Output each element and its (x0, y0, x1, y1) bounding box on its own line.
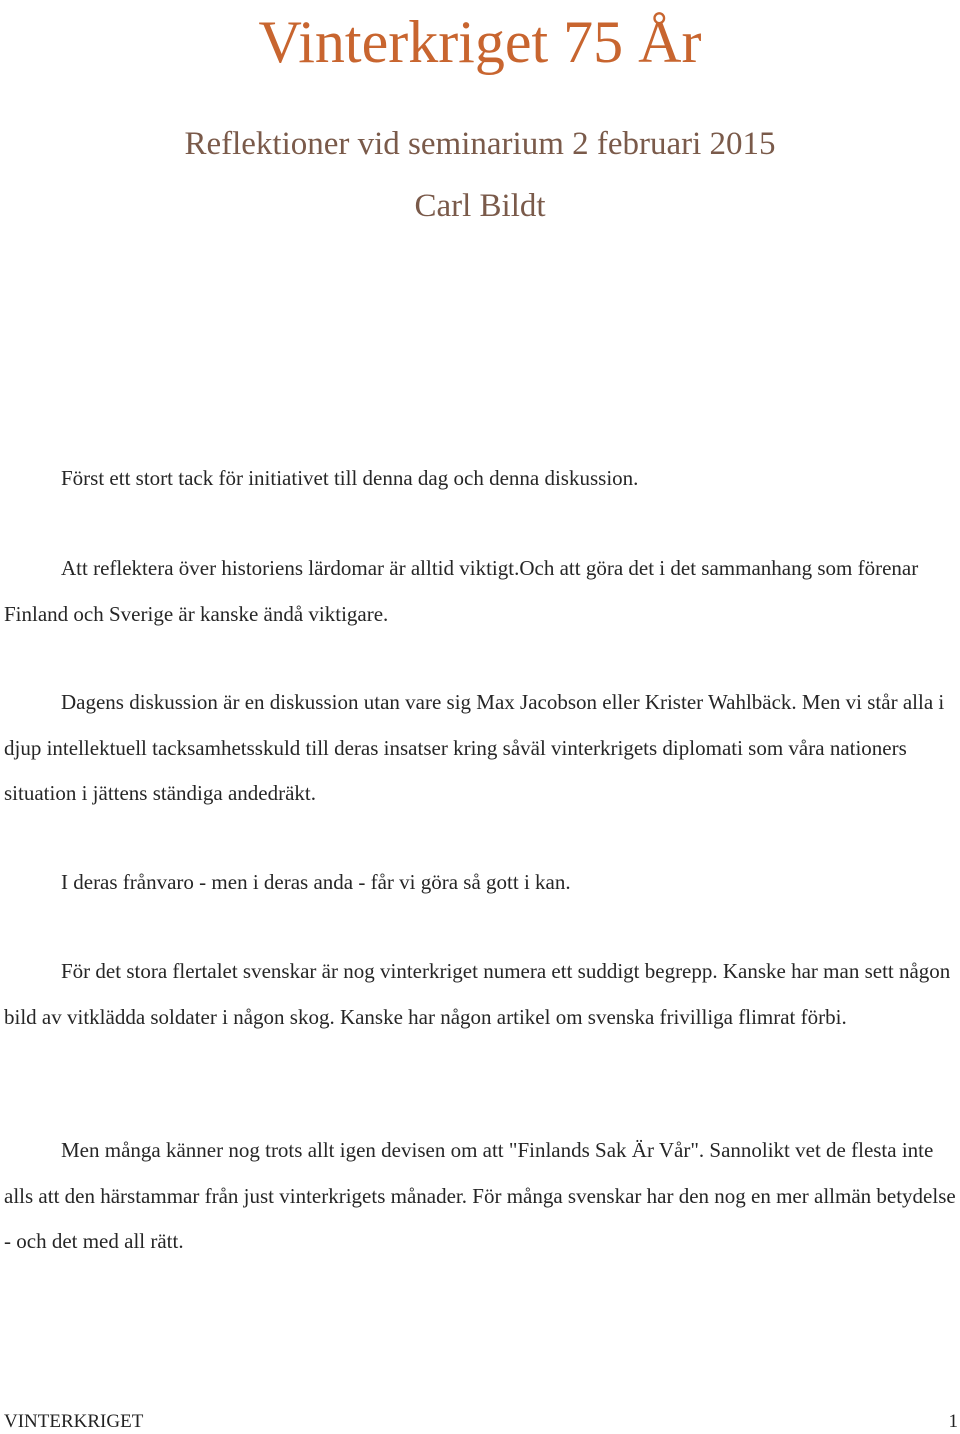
paragraph-4 (4, 860, 958, 906)
paragraph-1-text: Först ett stort tack för initiativet till denna dag och denna diskussion. (61, 466, 639, 490)
paragraph-5-text: För det stora flertalet svenskar är nog vinterkriget numera ett suddigt begrepp. Kanske har man sett någon bild av vitklädda soldater i någon skog. Kanske har någon artikel om svenska frivilliga flimrat förbi. (4, 959, 951, 1029)
paragraph-6-text: Men många känner nog trots allt igen devisen om att "Finlands Sak Är Vår". Sannolikt vet de flesta inte alls att den härstammar från just vinterkrigets månader. För många svenskar har den nog en mer allmän betydelse - och det med all rätt. (4, 1138, 956, 1253)
page-number: 1 (948, 1411, 958, 1432)
document-title: Vinterkriget 75 År (258, 9, 702, 75)
paragraph-4-text: I deras frånvaro - men i deras anda - får vi göra så gott i kan. (61, 870, 571, 894)
running-head: VINTERKRIGET (4, 1411, 144, 1432)
paragraph-3-text: Dagens diskussion är en diskussion utan vare sig Max Jacobson eller Krister Wahlbäck. Men vi står alla i djup intellektuell tacksamhetsskuld till deras insatser kring såväl vinterkrigets diplomati som våra nationers situation i jättens ständiga andedräkt. (4, 690, 945, 805)
paragraph-3 (4, 680, 958, 817)
paragraph-6 (4, 1128, 958, 1265)
document-author: Carl Bildt (414, 188, 546, 224)
paragraph-1 (4, 456, 958, 502)
paragraph-2 (4, 546, 958, 637)
document-subtitle: Reflektioner vid seminarium 2 februari 2015 (184, 126, 776, 162)
paragraph-2-text: Att reflektera över historiens lärdomar är alltid viktigt.Och att göra det i det sammanhang som förenar Finland och Sverige är kanske ändå viktigare. (4, 556, 919, 626)
paragraph-5 (4, 949, 958, 1040)
